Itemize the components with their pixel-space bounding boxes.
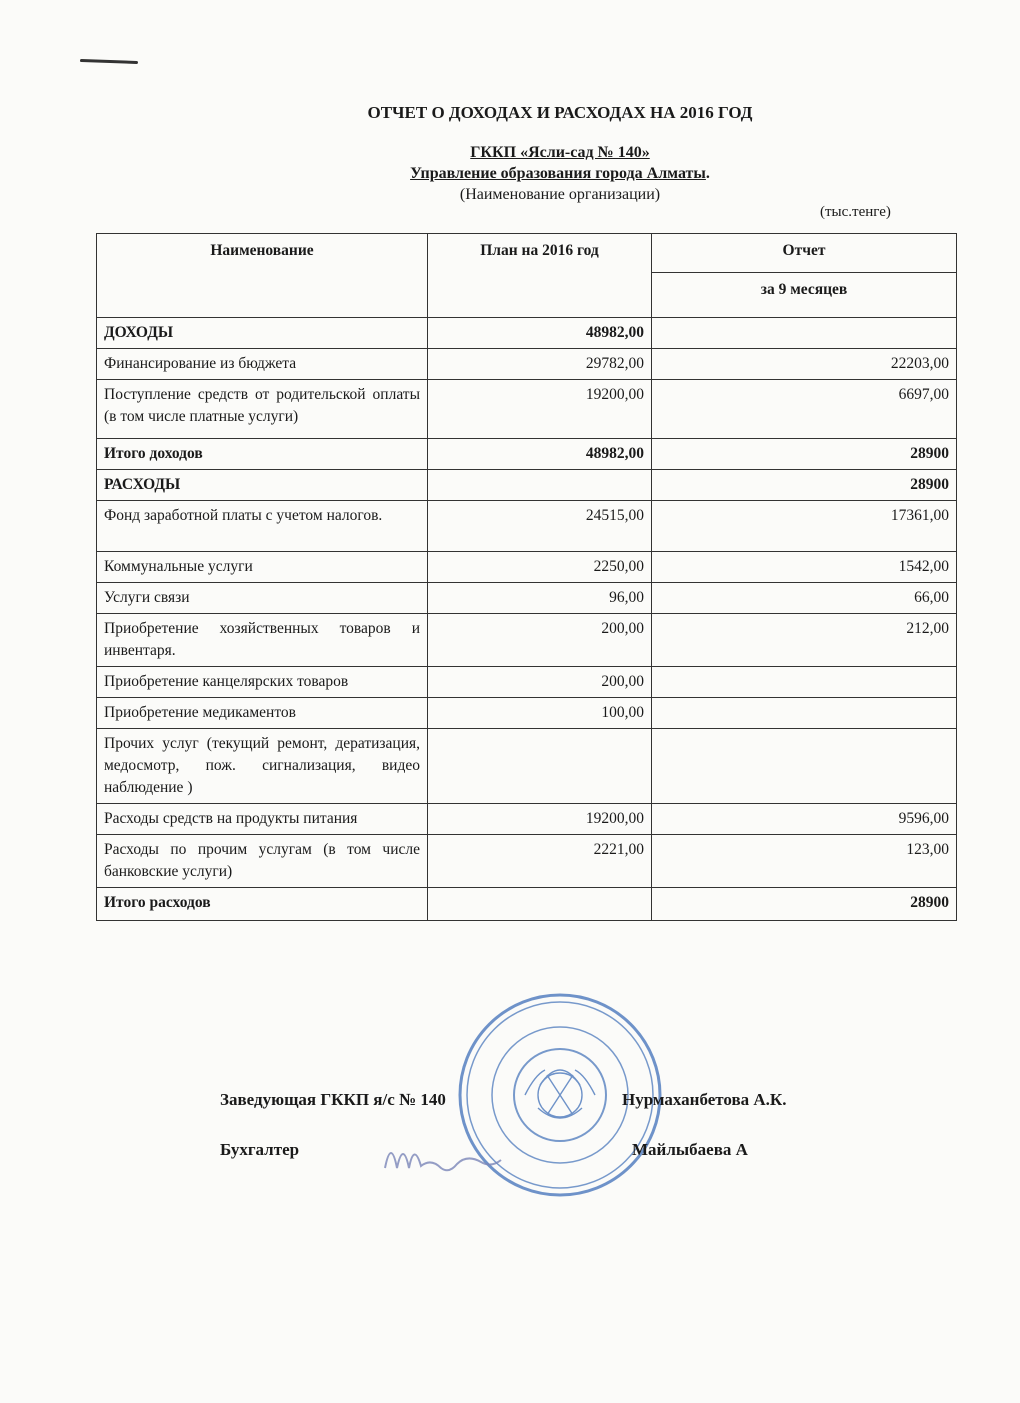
accountant-label: Бухгалтер <box>220 1140 300 1159</box>
table-row <box>97 835 957 888</box>
header-name: Наименование <box>97 234 428 318</box>
header-period: за 9 месяцев <box>652 273 957 318</box>
report-table <box>96 233 957 921</box>
row-plan-cell: 96,00 <box>428 583 652 614</box>
row-fact-cell: 22203,00 <box>652 349 957 380</box>
row-name-cell: Фонд заработной платы с учетом налогов. <box>97 501 428 552</box>
row-name-cell: Приобретение медикаментов <box>97 698 428 729</box>
row-fact-cell: 28900 <box>652 439 957 470</box>
organization-block <box>160 142 960 205</box>
table-row <box>97 667 957 698</box>
row-plan-cell: 200,00 <box>428 614 652 667</box>
table-row <box>97 614 957 667</box>
units-label: (тыс.тенге) <box>820 204 891 220</box>
table-row <box>97 470 957 501</box>
accountant-name: Майлыбаева А <box>632 1140 748 1159</box>
row-name-cell: Прочих услуг (текущий ремонт, дератизация, медосмотр, пож. сигнализация, видео наблюдение ) <box>97 729 428 804</box>
row-fact-cell <box>652 698 957 729</box>
accountant-signature <box>380 1130 520 1180</box>
row-fact-cell: 212,00 <box>652 614 957 667</box>
table-row <box>97 729 957 804</box>
header-plan: План на 2016 год <box>428 234 652 318</box>
org-name: ГККП «Ясли-сад № 140» <box>470 144 650 161</box>
row-plan-cell: 29782,00 <box>428 349 652 380</box>
table-row <box>97 583 957 614</box>
row-plan-cell <box>428 470 652 501</box>
row-fact-cell: 66,00 <box>652 583 957 614</box>
table-row <box>97 552 957 583</box>
row-name-cell: Расходы по прочим услугам (в том числе банковские услуги) <box>97 835 428 888</box>
row-fact-cell: 17361,00 <box>652 501 957 552</box>
row-plan-cell: 48982,00 <box>428 318 652 349</box>
row-name-cell: ДОХОДЫ <box>97 318 428 349</box>
table-row <box>97 501 957 552</box>
row-name-cell: РАСХОДЫ <box>97 470 428 501</box>
row-plan-cell: 200,00 <box>428 667 652 698</box>
row-fact-cell <box>652 667 957 698</box>
director-label: Заведующая ГККП я/с № 140 <box>220 1090 446 1109</box>
table-row <box>97 439 957 470</box>
row-name-cell: Финансирование из бюджета <box>97 349 428 380</box>
row-plan-cell <box>428 888 652 921</box>
row-fact-cell <box>652 729 957 804</box>
org-caption: (Наименование организации) <box>459 186 661 203</box>
director-name: Нурмаханбетова А.К. <box>622 1090 787 1109</box>
table-row <box>97 804 957 835</box>
row-plan-cell: 19200,00 <box>428 380 652 439</box>
table-header-row <box>97 234 957 273</box>
row-name-cell: Приобретение хозяйственных товаров и инвентаря. <box>97 614 428 667</box>
row-fact-cell: 1542,00 <box>652 552 957 583</box>
page-title: ОТЧЕТ О ДОХОДАХ И РАСХОДАХ НА 2016 ГОД <box>367 103 753 122</box>
row-name-cell: Итого расходов <box>97 888 428 921</box>
org-department: Управление образования города Алматы <box>410 165 706 182</box>
row-plan-cell: 100,00 <box>428 698 652 729</box>
row-name-cell: Расходы средств на продукты питания <box>97 804 428 835</box>
scan-mark <box>80 59 138 64</box>
table-row <box>97 698 957 729</box>
row-fact-cell: 28900 <box>652 470 957 501</box>
header-report: Отчет <box>652 234 957 273</box>
table-row <box>97 380 957 439</box>
row-name-cell: Коммунальные услуги <box>97 552 428 583</box>
row-plan-cell: 2221,00 <box>428 835 652 888</box>
row-plan-cell: 2250,00 <box>428 552 652 583</box>
row-fact-cell: 9596,00 <box>652 804 957 835</box>
row-plan-cell: 19200,00 <box>428 804 652 835</box>
row-plan-cell <box>428 729 652 804</box>
row-plan-cell: 24515,00 <box>428 501 652 552</box>
table-row <box>97 888 957 921</box>
row-fact-cell <box>652 318 957 349</box>
table-row <box>97 318 957 349</box>
row-fact-cell: 28900 <box>652 888 957 921</box>
row-name-cell: Приобретение канцелярских товаров <box>97 667 428 698</box>
row-fact-cell: 6697,00 <box>652 380 957 439</box>
row-name-cell: Услуги связи <box>97 583 428 614</box>
row-fact-cell: 123,00 <box>652 835 957 888</box>
row-name-cell: Итого доходов <box>97 439 428 470</box>
row-name-cell: Поступление средств от родительской оплаты (в том числе платные услуги) <box>97 380 428 439</box>
row-plan-cell: 48982,00 <box>428 439 652 470</box>
table-row <box>97 349 957 380</box>
org-department-suffix: . <box>705 165 710 182</box>
